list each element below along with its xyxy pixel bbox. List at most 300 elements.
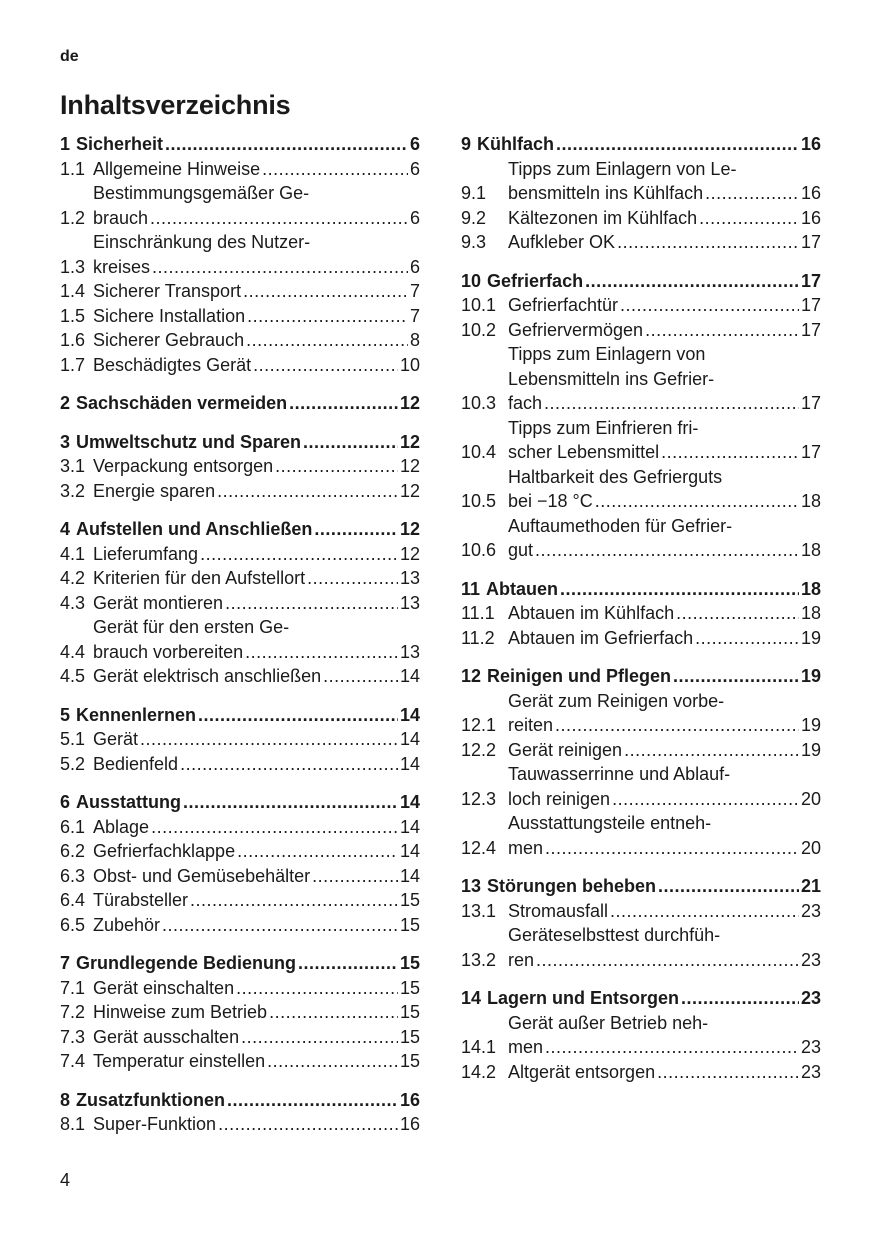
toc-page-number: 15 bbox=[399, 953, 420, 973]
toc-entry-title: Störungen beheben bbox=[487, 876, 657, 896]
toc-leader-dots bbox=[585, 269, 799, 294]
toc-page-number: 18 bbox=[800, 603, 821, 623]
toc-page-number: 19 bbox=[800, 739, 821, 760]
toc-page-number: 14 bbox=[399, 704, 420, 725]
toc-chapter-entry[interactable] bbox=[60, 517, 420, 542]
toc-subentry[interactable] bbox=[60, 1000, 420, 1025]
toc-leader-dots bbox=[695, 626, 799, 651]
toc-leader-dots bbox=[560, 577, 799, 602]
toc-left-column bbox=[60, 132, 420, 1151]
toc-leader-dots bbox=[237, 839, 398, 864]
toc-subentry[interactable] bbox=[60, 1025, 420, 1050]
toc-page-number: 13 bbox=[399, 641, 420, 662]
toc-subentry[interactable] bbox=[60, 304, 420, 329]
toc-leader-dots bbox=[624, 738, 799, 763]
toc-leader-dots bbox=[705, 181, 799, 206]
toc-page-number: 14 bbox=[399, 792, 420, 812]
toc-subentry[interactable] bbox=[60, 181, 420, 230]
toc-entry-number: 4.3 bbox=[60, 592, 86, 613]
toc-entry-title: loch reinigen bbox=[508, 788, 611, 809]
toc-subentry[interactable] bbox=[60, 591, 420, 616]
toc-leader-dots bbox=[657, 1060, 799, 1085]
toc-entry-title: Obst- und Gemüsebehälter bbox=[93, 865, 311, 886]
toc-page-number: 15 bbox=[399, 1051, 420, 1071]
toc-page-number: 14 bbox=[399, 865, 420, 886]
toc-page-number: 12 bbox=[399, 519, 420, 539]
toc-page-number: 15 bbox=[399, 1002, 420, 1022]
toc-leader-dots bbox=[225, 591, 398, 616]
toc-entry-number: 13.2 bbox=[461, 949, 497, 970]
toc-chapter-entry[interactable] bbox=[60, 1088, 420, 1113]
toc-leader-dots bbox=[241, 1025, 398, 1050]
toc-subentry[interactable] bbox=[60, 864, 420, 889]
toc-subentry[interactable] bbox=[461, 293, 821, 318]
toc-entry-title: bei −18 °C bbox=[508, 491, 593, 511]
toc-entry-title: Abtauen bbox=[486, 578, 559, 599]
toc-entry-number: 5.1 bbox=[60, 729, 86, 749]
toc-subentry[interactable] bbox=[461, 342, 821, 416]
toc-page-number: 15 bbox=[399, 977, 420, 998]
toc-entry-title: fach bbox=[508, 393, 543, 413]
toc-entry-title: Altgerät entsorgen bbox=[508, 1061, 656, 1082]
toc-leader-dots bbox=[323, 664, 398, 689]
toc-entry-title: Super-Funktion bbox=[93, 1114, 217, 1134]
toc-page-number: 15 bbox=[399, 1026, 420, 1047]
toc-entry-number: 6.2 bbox=[60, 841, 86, 861]
toc-subentry[interactable] bbox=[60, 566, 420, 591]
page-title: Inhaltsverzeichnis bbox=[60, 90, 291, 120]
toc-page-number: 7 bbox=[409, 281, 420, 301]
toc-entry-title: Gefrierfachtür bbox=[508, 295, 619, 315]
toc-entry-number: 5.2 bbox=[60, 753, 86, 774]
toc-entry-number: 6.4 bbox=[60, 890, 86, 910]
toc-subentry[interactable] bbox=[461, 923, 821, 972]
toc-leader-dots bbox=[151, 815, 398, 840]
toc-leader-dots bbox=[312, 864, 398, 889]
toc-leader-dots bbox=[200, 542, 398, 567]
toc-leader-dots bbox=[262, 157, 408, 182]
toc-entry-number: 6 bbox=[60, 792, 71, 812]
toc-entry-number: 8.1 bbox=[60, 1114, 86, 1134]
toc-leader-dots bbox=[150, 206, 408, 231]
toc-subentry[interactable] bbox=[461, 318, 821, 343]
toc-subentry[interactable] bbox=[60, 752, 420, 777]
toc-subentry[interactable] bbox=[461, 230, 821, 255]
toc-entry-title: Ausstattung bbox=[76, 792, 182, 812]
toc-entry-number: 10.1 bbox=[461, 295, 497, 315]
language-code: de bbox=[60, 48, 79, 65]
toc-entry-title: Stromausfall bbox=[508, 900, 609, 921]
toc-entry-number: 9.3 bbox=[461, 232, 487, 252]
toc-entry-number: 9.1 bbox=[461, 183, 487, 203]
toc-subentry[interactable] bbox=[60, 353, 420, 378]
toc-entry-title: Gefrierfachklappe bbox=[93, 841, 236, 861]
toc-page-number: 17 bbox=[800, 319, 821, 340]
toc-subentry[interactable] bbox=[461, 899, 821, 924]
toc-leader-dots bbox=[617, 230, 799, 255]
toc-page-number: 19 bbox=[800, 627, 821, 648]
toc-leader-dots bbox=[610, 899, 799, 924]
toc-leader-dots bbox=[595, 489, 799, 514]
toc-entry-title: kreises bbox=[93, 256, 151, 277]
toc-leader-dots bbox=[190, 888, 398, 913]
toc-page-number: 16 bbox=[800, 183, 821, 203]
toc-entry-title: Gefrierfach bbox=[487, 270, 584, 291]
toc-entry-title: Gerät bbox=[93, 729, 139, 749]
toc-subentry[interactable] bbox=[60, 727, 420, 752]
toc-page-number: 14 bbox=[399, 816, 420, 837]
page-number: 4 bbox=[60, 1170, 71, 1190]
toc-entry-number: 5 bbox=[60, 704, 71, 725]
toc-entry-title: Reinigen und Pflegen bbox=[487, 666, 672, 686]
toc-subentry[interactable] bbox=[461, 811, 821, 860]
toc-subentry[interactable] bbox=[60, 542, 420, 567]
toc-entry-title: bensmitteln ins Kühlfach bbox=[508, 183, 704, 203]
toc-entry-number: 9.2 bbox=[461, 207, 487, 228]
toc-section bbox=[60, 790, 420, 937]
toc-subentry[interactable] bbox=[461, 1060, 821, 1085]
toc-entry-title: Gerät reinigen bbox=[508, 739, 623, 760]
toc-entry-number: 1 bbox=[60, 134, 71, 154]
toc-entry-number: 14.1 bbox=[461, 1037, 497, 1057]
toc-entry-title: Einschränkung des Nutzer- bbox=[93, 232, 311, 252]
toc-entry-title: Hinweise zum Betrieb bbox=[93, 1002, 268, 1022]
toc-entry-title: Sicherheit bbox=[76, 134, 164, 154]
toc-entry-title: Bedienfeld bbox=[93, 753, 179, 774]
toc-subentry[interactable] bbox=[60, 976, 420, 1001]
toc-entry-title: Zusatzfunktionen bbox=[76, 1089, 226, 1110]
toc-page-number: 17 bbox=[800, 393, 821, 413]
toc-page-number: 23 bbox=[800, 1037, 821, 1057]
toc-entry-title: Temperatur einstellen bbox=[93, 1051, 266, 1071]
toc-leader-dots bbox=[217, 479, 398, 504]
toc-entry-title: Lebensmitteln ins Gefrier- bbox=[508, 368, 715, 389]
toc-section bbox=[461, 577, 821, 651]
toc-page-number: 18 bbox=[800, 578, 821, 599]
toc-leader-dots bbox=[180, 752, 398, 777]
toc-entry-title: reiten bbox=[508, 715, 554, 735]
toc-entry-number: 7.2 bbox=[60, 1002, 86, 1022]
toc-entry-number: 12.2 bbox=[461, 739, 497, 760]
toc-leader-dots bbox=[267, 1049, 398, 1074]
toc-entry-number: 6.3 bbox=[60, 865, 86, 886]
toc-entry-title: scher Lebensmittel bbox=[508, 442, 660, 462]
toc-entry-number: 1.2 bbox=[60, 207, 86, 228]
toc-page-number: 12 bbox=[399, 393, 420, 413]
toc-entry-title: Grundlegende Bedienung bbox=[76, 953, 297, 973]
toc-page-number: 19 bbox=[800, 715, 821, 735]
toc-entry-number: 1.1 bbox=[60, 158, 86, 179]
toc-entry-title: Verpackung entsorgen bbox=[93, 456, 274, 476]
toc-section bbox=[461, 132, 821, 255]
toc-entry-title: Auftaumethoden für Gefrier- bbox=[508, 515, 733, 536]
toc-entry-title: Kühlfach bbox=[477, 134, 555, 154]
toc-page-number: 20 bbox=[800, 837, 821, 858]
toc-chapter-entry[interactable] bbox=[461, 132, 821, 157]
toc-entry-number: 12.1 bbox=[461, 715, 497, 735]
toc-entry-number: 3.2 bbox=[60, 480, 86, 501]
toc-entry-title: brauch bbox=[93, 207, 149, 228]
toc-entry-title: Allgemeine Hinweise bbox=[93, 158, 261, 179]
toc-subentry[interactable] bbox=[60, 615, 420, 664]
toc-entry-title: Abtauen im Gefrierfach bbox=[508, 627, 694, 648]
toc-subentry[interactable] bbox=[461, 626, 821, 651]
toc-entry-number: 12.4 bbox=[461, 837, 497, 858]
toc-entry-number: 2 bbox=[60, 393, 71, 413]
toc-entry-number: 8 bbox=[60, 1089, 71, 1110]
toc-entry-number: 6.5 bbox=[60, 914, 86, 935]
toc-leader-dots bbox=[227, 1088, 398, 1113]
toc-chapter-entry[interactable] bbox=[461, 269, 821, 294]
toc-entry-title: ren bbox=[508, 949, 535, 970]
toc-page-number: 17 bbox=[800, 270, 821, 291]
toc-leader-dots bbox=[245, 640, 398, 665]
toc-page-number: 19 bbox=[800, 666, 821, 686]
toc-leader-dots bbox=[298, 951, 398, 976]
toc-chapter-entry[interactable] bbox=[461, 577, 821, 602]
toc-leader-dots bbox=[247, 304, 408, 329]
toc-page-number: 14 bbox=[399, 753, 420, 774]
toc-subentry[interactable] bbox=[60, 839, 420, 864]
toc-page-number: 15 bbox=[399, 890, 420, 910]
toc-entry-number: 9 bbox=[461, 134, 472, 154]
toc-chapter-entry[interactable] bbox=[461, 986, 821, 1011]
toc-page-number: 14 bbox=[399, 841, 420, 861]
toc-page-number: 17 bbox=[800, 295, 821, 315]
toc-entry-title: Tipps zum Einlagern von Le- bbox=[508, 158, 737, 179]
toc-subentry[interactable] bbox=[60, 888, 420, 913]
toc-subentry[interactable] bbox=[461, 689, 821, 738]
toc-page-number: 16 bbox=[800, 207, 821, 228]
toc-leader-dots bbox=[699, 206, 799, 231]
toc-entry-title: Türabsteller bbox=[93, 890, 189, 910]
toc-entry-number: 10.4 bbox=[461, 442, 497, 462]
toc-page-number: 10 bbox=[399, 354, 420, 375]
toc-entry-number: 10.3 bbox=[461, 393, 497, 413]
toc-entry-number: 10.5 bbox=[461, 491, 497, 511]
toc-section bbox=[60, 951, 420, 1074]
toc-page-number: 12 bbox=[399, 480, 420, 501]
toc-section bbox=[461, 986, 821, 1084]
toc-leader-dots bbox=[162, 913, 398, 938]
toc-entry-title: Gerät für den ersten Ge- bbox=[93, 617, 290, 637]
toc-leader-dots bbox=[152, 255, 408, 280]
toc-chapter-entry[interactable] bbox=[60, 430, 420, 455]
toc-entry-title: Kältezonen im Kühlfach bbox=[508, 207, 698, 228]
toc-subentry[interactable] bbox=[461, 601, 821, 626]
toc-entry-number: 4.4 bbox=[60, 641, 86, 662]
toc-leader-dots bbox=[661, 440, 799, 465]
toc-page-number: 6 bbox=[409, 134, 420, 154]
toc-entry-number: 1.3 bbox=[60, 256, 86, 277]
toc-leader-dots bbox=[165, 132, 408, 157]
toc-entry-number: 3 bbox=[60, 431, 71, 452]
toc-page-number: 16 bbox=[399, 1114, 420, 1134]
toc-entry-number: 4.5 bbox=[60, 666, 86, 686]
toc-entry-title: Gerät zum Reinigen vorbe- bbox=[508, 690, 725, 711]
toc-leader-dots bbox=[198, 703, 398, 728]
toc-entry-title: brauch vorbereiten bbox=[93, 641, 244, 662]
toc-leader-dots bbox=[289, 391, 398, 416]
toc-leader-dots bbox=[620, 293, 799, 318]
toc-chapter-entry[interactable] bbox=[60, 790, 420, 815]
toc-entry-title: men bbox=[508, 837, 544, 858]
toc-page-number: 12 bbox=[399, 543, 420, 564]
toc-subentry[interactable] bbox=[60, 664, 420, 689]
toc-page-number: 23 bbox=[800, 988, 821, 1008]
toc-entry-number: 7.4 bbox=[60, 1051, 86, 1071]
toc-subentry[interactable] bbox=[461, 1011, 821, 1060]
toc-leader-dots bbox=[612, 787, 799, 812]
toc-page-number: 6 bbox=[409, 158, 420, 179]
toc-entry-number: 14.2 bbox=[461, 1061, 497, 1082]
toc-entry-title: Sicherer Gebrauch bbox=[93, 330, 245, 350]
toc-subentry[interactable] bbox=[60, 815, 420, 840]
toc-leader-dots bbox=[275, 454, 398, 479]
toc-page-number: 15 bbox=[399, 914, 420, 935]
toc-page-number: 23 bbox=[800, 900, 821, 921]
toc-subentry[interactable] bbox=[60, 454, 420, 479]
toc-entry-number: 12 bbox=[461, 666, 482, 686]
toc-entry-number: 4.1 bbox=[60, 543, 86, 564]
toc-section bbox=[60, 391, 420, 416]
toc-section bbox=[60, 430, 420, 504]
toc-entry-number: 11.1 bbox=[461, 603, 495, 623]
toc-section bbox=[461, 664, 821, 860]
toc-page-number: 23 bbox=[800, 949, 821, 970]
toc-page-number: 6 bbox=[409, 207, 420, 228]
toc-leader-dots bbox=[243, 279, 408, 304]
toc-leader-dots bbox=[307, 566, 398, 591]
toc-entry-title: gut bbox=[508, 540, 534, 560]
toc-subentry[interactable] bbox=[461, 206, 821, 231]
toc-page-number: 8 bbox=[409, 330, 420, 350]
toc-page-number: 13 bbox=[399, 592, 420, 613]
toc-subentry[interactable] bbox=[60, 1049, 420, 1074]
toc-right-column bbox=[461, 132, 821, 1098]
toc-chapter-entry[interactable] bbox=[60, 703, 420, 728]
toc-entry-title: Gefriervermögen bbox=[508, 319, 644, 340]
toc-entry-number: 1.5 bbox=[60, 305, 86, 326]
toc-page-number: 12 bbox=[399, 431, 420, 452]
toc-subentry[interactable] bbox=[461, 762, 821, 811]
toc-leader-dots bbox=[183, 790, 398, 815]
toc-page-number: 18 bbox=[800, 491, 821, 511]
toc-subentry[interactable] bbox=[461, 514, 821, 563]
toc-subentry[interactable] bbox=[60, 1112, 420, 1137]
toc-entry-title: Gerät ausschalten bbox=[93, 1026, 240, 1047]
toc-page-number: 7 bbox=[409, 305, 420, 326]
toc-entry-number: 4.2 bbox=[60, 568, 86, 588]
toc-entry-number: 7.1 bbox=[60, 977, 86, 998]
toc-entry-title: Kennenlernen bbox=[76, 704, 197, 725]
toc-subentry[interactable] bbox=[60, 279, 420, 304]
toc-entry-title: Sicherer Transport bbox=[93, 281, 242, 301]
toc-chapter-entry[interactable] bbox=[461, 874, 821, 899]
toc-entry-title: Ablage bbox=[93, 816, 150, 837]
toc-leader-dots bbox=[545, 836, 799, 861]
toc-leader-dots bbox=[140, 727, 398, 752]
toc-section bbox=[60, 517, 420, 689]
toc-entry-title: Lagern und Entsorgen bbox=[487, 988, 680, 1008]
toc-entry-title: Zubehör bbox=[93, 914, 161, 935]
toc-leader-dots bbox=[676, 601, 799, 626]
toc-leader-dots bbox=[673, 664, 799, 689]
toc-leader-dots bbox=[236, 976, 398, 1001]
toc-leader-dots bbox=[555, 713, 799, 738]
toc-leader-dots bbox=[544, 391, 799, 416]
toc-page-number: 16 bbox=[399, 1089, 420, 1110]
toc-entry-number: 1.6 bbox=[60, 330, 86, 350]
toc-entry-title: Aufstellen und Anschließen bbox=[76, 519, 313, 539]
toc-page-number: 17 bbox=[800, 442, 821, 462]
toc-entry-title: Energie sparen bbox=[93, 480, 216, 501]
toc-subentry[interactable] bbox=[60, 157, 420, 182]
toc-subentry[interactable] bbox=[461, 465, 821, 514]
toc-leader-dots bbox=[535, 538, 799, 563]
toc-page-number: 13 bbox=[399, 568, 420, 588]
toc-chapter-entry[interactable] bbox=[461, 664, 821, 689]
toc-section bbox=[461, 269, 821, 563]
toc-chapter-entry[interactable] bbox=[60, 951, 420, 976]
toc-entry-number: 14 bbox=[461, 988, 482, 1008]
toc-entry-title: Tauwasserrinne und Ablauf- bbox=[508, 764, 731, 784]
toc-page-number: 12 bbox=[399, 456, 420, 476]
toc-page-number: 17 bbox=[800, 232, 821, 252]
toc-entry-title: Gerät einschalten bbox=[93, 977, 235, 998]
toc-entry-title: Beschädigtes Gerät bbox=[93, 354, 252, 375]
toc-entry-number: 7 bbox=[60, 953, 71, 973]
toc-subentry[interactable] bbox=[461, 416, 821, 465]
toc-page-number: 6 bbox=[409, 256, 420, 277]
toc-subentry[interactable] bbox=[60, 479, 420, 504]
toc-entry-number: 1.4 bbox=[60, 281, 86, 301]
toc-leader-dots bbox=[218, 1112, 398, 1137]
toc-leader-dots bbox=[253, 353, 398, 378]
toc-section bbox=[60, 1088, 420, 1137]
toc-page-number: 14 bbox=[399, 729, 420, 749]
toc-entry-title: men bbox=[508, 1037, 544, 1057]
toc-page-number: 21 bbox=[800, 876, 821, 896]
toc-section bbox=[461, 874, 821, 972]
toc-leader-dots bbox=[303, 430, 398, 455]
toc-entry-title: Geräteselbsttest durchfüh- bbox=[508, 925, 721, 945]
toc-entry-number: 10.6 bbox=[461, 540, 497, 560]
toc-page-number: 14 bbox=[399, 666, 420, 686]
toc-page-number: 16 bbox=[800, 134, 821, 154]
toc-entry-title: Gerät montieren bbox=[93, 592, 224, 613]
toc-entry-number: 7.3 bbox=[60, 1026, 86, 1047]
toc-subentry[interactable] bbox=[60, 913, 420, 938]
toc-subentry[interactable] bbox=[60, 328, 420, 353]
toc-page-number: 20 bbox=[800, 788, 821, 809]
toc-entry-title: Bestimmungsgemäßer Ge- bbox=[93, 183, 310, 203]
toc-entry-title: Haltbarkeit des Gefrierguts bbox=[508, 466, 723, 487]
toc-entry-title: Gerät elektrisch anschließen bbox=[93, 666, 322, 686]
toc-leader-dots bbox=[314, 517, 398, 542]
toc-chapter-entry[interactable] bbox=[60, 391, 420, 416]
toc-leader-dots bbox=[246, 328, 408, 353]
toc-section bbox=[60, 703, 420, 777]
toc-subentry[interactable] bbox=[60, 230, 420, 279]
toc-entry-number: 13 bbox=[461, 876, 482, 896]
toc-subentry[interactable] bbox=[461, 157, 821, 206]
toc-chapter-entry[interactable] bbox=[60, 132, 420, 157]
toc-leader-dots bbox=[645, 318, 799, 343]
toc-entry-title: Ausstattungsteile entneh- bbox=[508, 813, 712, 833]
toc-entry-title: Gerät außer Betrieb neh- bbox=[508, 1012, 709, 1033]
toc-subentry[interactable] bbox=[461, 738, 821, 763]
